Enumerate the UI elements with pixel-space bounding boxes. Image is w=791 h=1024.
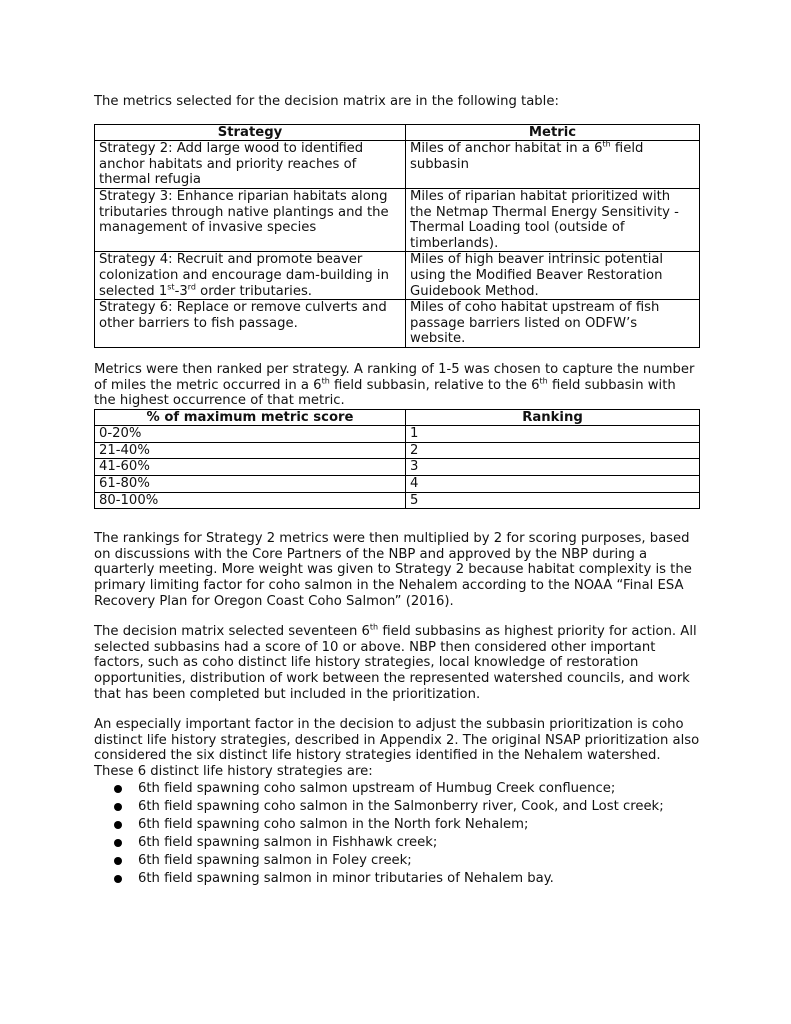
metric-cell: Miles of high beaver intrinsic potential using the Modified Beaver Restoration Guidebook Method.	[406, 252, 700, 300]
list-item: 6th field spawning coho salmon upstream of Humbug Creek confluence;	[138, 780, 700, 798]
strategy-cell: Strategy 3: Enhance riparian habitats along tributaries through native plantings and the management of invasive species	[95, 188, 406, 251]
metric-cell: Miles of coho habitat upstream of fish passage barriers listed on ODFW’s website.	[406, 300, 700, 348]
table-row	[95, 492, 700, 509]
ranking-cell: 3	[406, 459, 700, 476]
list-item: 6th field spawning salmon in minor tributaries of Nehalem bay.	[138, 870, 700, 888]
table-row	[95, 252, 700, 300]
table-row	[95, 426, 700, 443]
decision-paragraph: The decision matrix selected seventeen 6th field subbasins as highest priority for action. All selected subbasins had a score of 10 or above. NBP then considered other important factors, such as coho distinct life history strategies, local knowledge of restoration opportunities, distribution of work between the represented watershed councils, and work that has been completed but included in the prioritization.	[94, 622, 697, 702]
ranking-table	[94, 409, 700, 510]
ranking-cell: 1	[406, 426, 700, 443]
list-item: 6th field spawning salmon in Fishhawk creek;	[138, 834, 700, 852]
strategy-cell: Strategy 6: Replace or remove culverts and other barriers to fish passage.	[95, 300, 406, 348]
header-strategy: Strategy	[95, 124, 406, 141]
header-ranking: Ranking	[406, 409, 700, 426]
header-percent: % of maximum metric score	[95, 409, 406, 426]
percent-cell: 41-60%	[95, 459, 406, 476]
metrics-table	[94, 124, 700, 348]
list-item: 6th field spawning coho salmon in the Salmonberry river, Cook, and Lost creek;	[138, 798, 700, 816]
document-page	[94, 94, 700, 888]
metric-cell: Miles of anchor habitat in a 6th field subbasin	[406, 141, 700, 189]
ranking-paragraph: Metrics were then ranked per strategy. A ranking of 1-5 was chosen to capture the number of miles the metric occurred in a 6th field subbasin, relative to the 6th field subbasin with the highest occurrence of that metric.	[94, 361, 695, 409]
strategy-cell: Strategy 2: Add large wood to identified anchor habitats and priority reaches of thermal refugia	[95, 141, 406, 189]
table-row	[95, 459, 700, 476]
life-history-list	[94, 780, 700, 888]
table-row	[95, 300, 700, 348]
header-metric: Metric	[406, 124, 700, 141]
table-row	[95, 476, 700, 493]
ranking-cell: 2	[406, 442, 700, 459]
percent-cell: 61-80%	[95, 476, 406, 493]
strategy-cell: Strategy 4: Recruit and promote beaver colonization and encourage dam-building in selected 1st-3rd order tributaries.	[95, 252, 406, 300]
life-history-paragraph: An especially important factor in the decision to adjust the subbasin prioritization is coho distinct life history strategies, described in Appendix 2. The original NSAP prioritization also considered the six distinct life history strategies identified in the Nehalem watershed. These 6 distinct life history strategies are:	[94, 717, 700, 779]
table-header-row	[95, 124, 700, 141]
percent-cell: 0-20%	[95, 426, 406, 443]
percent-cell: 21-40%	[95, 442, 406, 459]
ranking-cell: 4	[406, 476, 700, 493]
list-item: 6th field spawning salmon in Foley creek;	[138, 852, 700, 870]
percent-cell: 80-100%	[95, 492, 406, 509]
strategy2-paragraph: The rankings for Strategy 2 metrics were then multiplied by 2 for scoring purposes, based on discussions with the Core Partners of the NBP and approved by the NBP during a quarterly meeting. More weight was given to Strategy 2 because habitat complexity is the primary limiting factor for coho salmon in the Nehalem according to the NOAA “Final ESA Recovery Plan for Oregon Coast Coho Salmon” (2016).	[94, 531, 692, 609]
table-row	[95, 188, 700, 251]
metric-cell: Miles of riparian habitat prioritized with the Netmap Thermal Energy Sensitivity - Thermal Loading tool (outside of timberlands).	[406, 188, 700, 251]
list-item: 6th field spawning coho salmon in the North fork Nehalem;	[138, 816, 700, 834]
intro-text: The metrics selected for the decision matrix are in the following table:	[94, 94, 559, 109]
table-header-row	[95, 409, 700, 426]
ranking-cell: 5	[406, 492, 700, 509]
table-row	[95, 442, 700, 459]
table-row	[95, 141, 700, 189]
